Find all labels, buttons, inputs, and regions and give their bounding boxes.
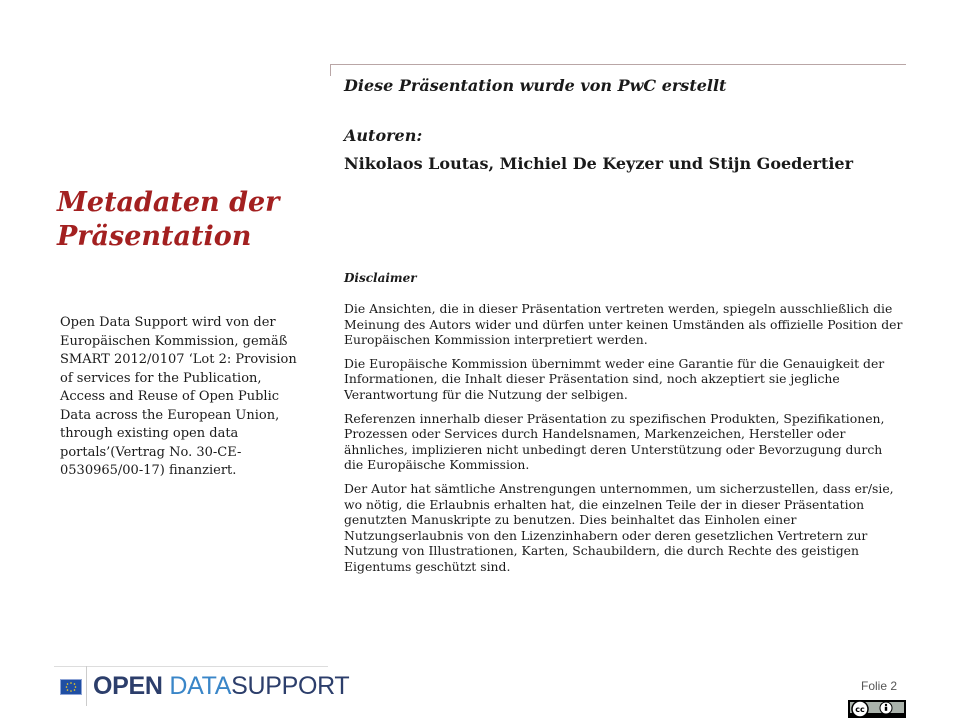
authors-label: Autoren:	[344, 126, 423, 145]
disclaimer-paragraph: Die Ansichten, die in dieser Präsentation vertreten werden, spiegeln ausschließlich die Meinung des Autors wider und dürfen unter keinen Umständen als offizielle Position der Europäischen Kommission interpretiert werden.	[344, 301, 903, 348]
logo-data: DATA	[169, 672, 232, 700]
disclaimer-paragraph: Der Autor hat sämtliche Anstrengungen unternommen, um sicherzustellen, dass er/sie, wo nötig, die Erlaubnis erhalten hat, die einzelnen Teile der in dieser Präsentation genutzten Manuskripte zu benutzen. Dies beinhaltet das Einholen einer Nutzungserlaubnis von den Lizenzinhabern oder deren gesetzlichen Vertretern zur Nutzung von Illustrationen, Karten, Schaubildern, die durch Rechte des geistigen Eigentums geschützt sind.	[344, 480, 894, 574]
eu-flag-icon	[60, 679, 82, 695]
logo-divider	[86, 666, 87, 706]
disclaimer-paragraph: Die Europäische Kommission übernimmt weder eine Garantie für die Genauigkeit der Informationen, die Inhalt dieser Präsentation sind, noch akzeptiert sie jegliche Verantwortung für die Nutzung der selbigen.	[344, 355, 885, 402]
disclaimer-body	[344, 301, 904, 583]
cc-by-icon	[848, 700, 906, 718]
svg-text:cc: cc	[855, 705, 865, 714]
disclaimer-paragraph: Referenzen innerhalb dieser Präsentation zu spezifischen Produkten, Spezifikationen, Prozessen oder Services durch Handelsnamen, Markenzeichen, Hersteller oder ähnliches, implizieren nicht unbedingt deren Unterstützung oder Bevorzugung durch die Europäische Kommission.	[344, 410, 885, 473]
authors-names: Nikolaos Loutas, Michiel De Keyzer und Stijn Goedertier	[344, 154, 854, 173]
logo-support: SUPPORT	[231, 672, 350, 700]
open-data-support-logo	[93, 671, 349, 701]
top-frame-line	[330, 64, 906, 65]
disclaimer-heading: Disclaimer	[344, 271, 417, 285]
funding-note: Open Data Support wird von der Europäischen Kommission, gemäß SMART 2012/0107 ‘Lot 2: Provision of services for the Publication, Access and Reuse of Open Public Data across the European Union, through existing open data portals’(Vertrag No. 30-CE-0530965/00-17) finanziert.	[60, 315, 297, 478]
credit-line: Diese Präsentation wurde von PwC erstellt	[344, 76, 727, 95]
logo-open: OPEN	[93, 672, 163, 700]
slide-title: Metadaten der Präsentation	[57, 187, 280, 252]
top-frame-tick	[330, 64, 331, 76]
slide-number: Folie 2	[861, 679, 898, 693]
